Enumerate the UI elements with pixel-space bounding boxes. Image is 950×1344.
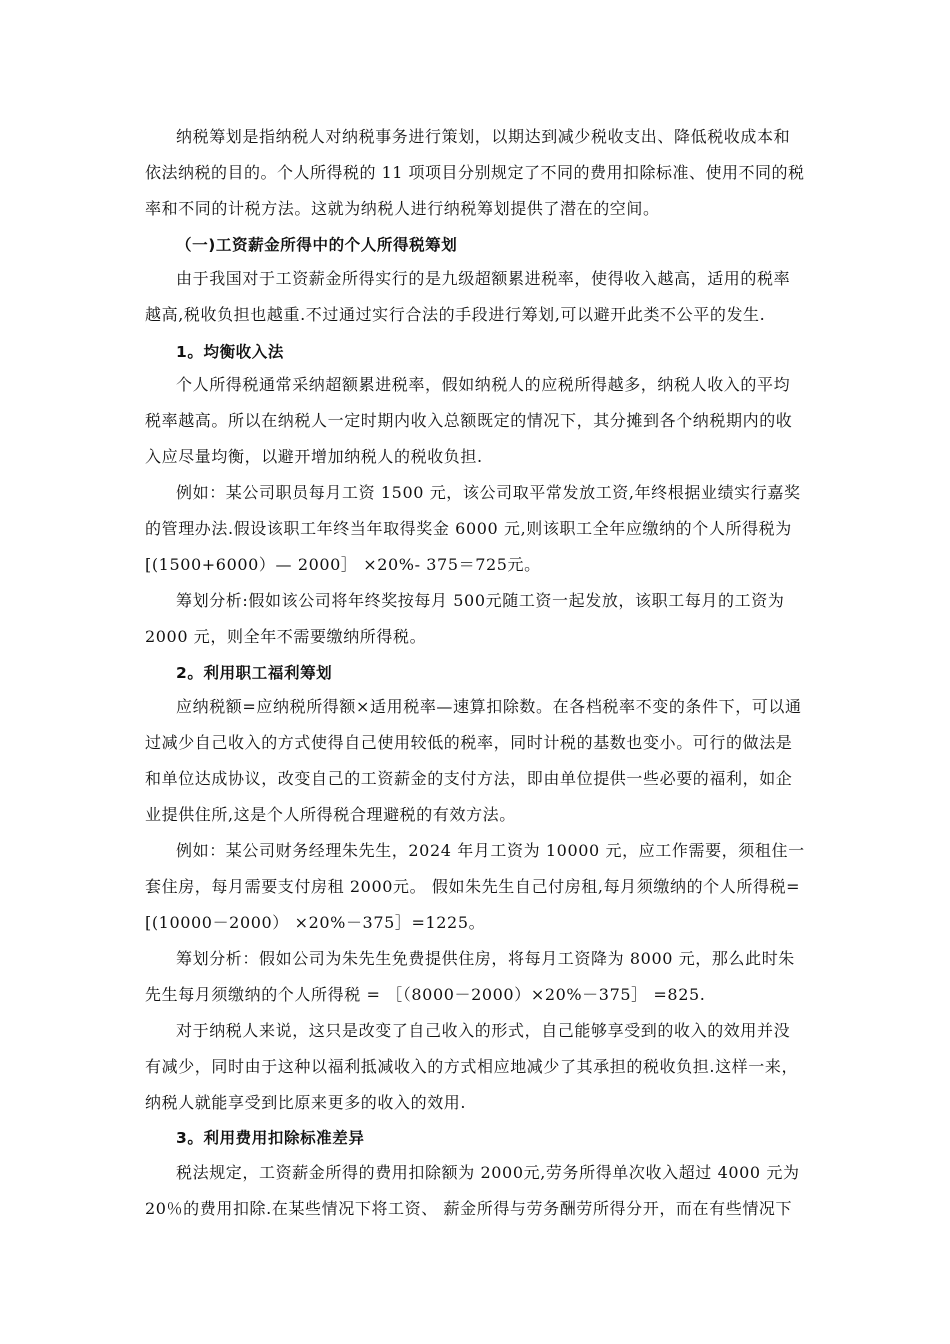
section-1-line-1: 由于我国对于工资薪金所得实行的是九级超额累进税率，使得收入越高，适用的税率 xyxy=(176,269,791,288)
method-3-line-2: 20％的费用扣除.在某些情况下将工资、 薪金所得与劳务酬劳所得分开，而在有些情况下 xyxy=(145,1199,793,1218)
method-1-example-line-3: [(1500+6000）— 2000］ ×20%- 375＝725元。 xyxy=(145,555,541,574)
method-1-example-line-2: 的管理办法.假设该职工年终当年取得奖金 6000 元,则该职工全年应缴纳的个人所得税为 xyxy=(145,519,792,538)
method-2-conclusion-line-2: 有减少，同时由于这种以福利抵减收入的方式相应地减少了其承担的税收负担.这样一来， xyxy=(145,1057,799,1076)
method-3-title: 3。利用费用扣除标准差异 xyxy=(176,1129,365,1147)
method-2-line-4: 业提供住所,这是个人所得税合理避税的有效方法。 xyxy=(145,805,516,824)
method-2-analysis-line-1: 筹划分析：假如公司为朱先生免费提供住房，将每月工资降为 8000 元，那么此时朱 xyxy=(176,949,795,968)
method-2-analysis-line-2: 先生每月须缴纳的个人所得税 = ［（8000－2000）×20%－375］ =825. xyxy=(145,985,706,1004)
method-1-title: 1。均衡收入法 xyxy=(176,343,284,361)
method-3-line-1: 税法规定，工资薪金所得的费用扣除额为 2000元,劳务所得单次收入超过 4000 元为 xyxy=(176,1163,800,1182)
method-1-example-line-1: 例如：某公司职员每月工资 1500 元，该公司取平常发放工资,年终根据业绩实行嘉奖 xyxy=(176,483,801,502)
method-2-example-line-2: 套住房，每月需要支付房租 2000元。 假如朱先生自己付房租,每月须缴纳的个人所得税= xyxy=(145,877,801,896)
method-2-conclusion-line-3: 纳税人就能享受到比原来更多的收入的效用. xyxy=(145,1093,467,1112)
method-2-line-3: 和单位达成协议，改变自己的工资薪金的支付方法，即由单位提供一些必要的福利，如企 xyxy=(145,769,793,788)
method-1-line-2: 税率越高。所以在纳税人一定时期内收入总额既定的情况下，其分摊到各个纳税期内的收 xyxy=(145,411,793,430)
method-2-title: 2。利用职工福利筹划 xyxy=(176,664,333,682)
method-2-example-line-3: [(10000－2000） ×20%－375］=1225。 xyxy=(145,913,486,932)
method-2-line-1: 应纳税额=应纳税所得额×适用税率—速算扣除数。在各档税率不变的条件下，可以通 xyxy=(176,697,802,716)
intro-line-3: 率和不同的计税方法。这就为纳税人进行纳税筹划提供了潜在的空间。 xyxy=(145,199,660,218)
method-2-line-2: 过减少自己收入的方式使得自己使用较低的税率，同时计税的基数也变小。可行的做法是 xyxy=(145,733,793,752)
method-2-example-line-1: 例如：某公司财务经理朱先生，2024 年月工资为 10000 元，应工作需要，须租住一 xyxy=(176,841,805,860)
intro-line-1: 纳税筹划是指纳税人对纳税事务进行策划，以期达到减少税收支出、降低税收成本和 xyxy=(176,127,791,146)
method-1-analysis-line-2: 2000 元，则全年不需要缴纳所得税。 xyxy=(145,627,427,646)
method-2-conclusion-line-1: 对于纳税人来说，这只是改变了自己收入的形式，自己能够享受到的收入的效用并没 xyxy=(176,1021,791,1040)
section-1-title: （一)工资薪金所得中的个人所得税筹划 xyxy=(176,236,458,254)
method-1-line-1: 个人所得税通常采纳超额累进税率，假如纳税人的应税所得越多，纳税人收入的平均 xyxy=(176,375,791,394)
method-1-line-3: 入应尽量均衡，以避开增加纳税人的税收负担. xyxy=(145,447,483,466)
section-1-line-2: 越高,税收负担也越重.不过通过实行合法的手段进行筹划,可以避开此类不公平的发生. xyxy=(145,305,766,324)
method-1-analysis-line-1: 筹划分析:假如该公司将年终奖按每月 500元随工资一起发放，该职工每月的工资为 xyxy=(176,591,785,610)
intro-line-2: 依法纳税的目的。个人所得税的 11 项项目分别规定了不同的费用扣除标准、使用不同的税 xyxy=(145,163,805,182)
